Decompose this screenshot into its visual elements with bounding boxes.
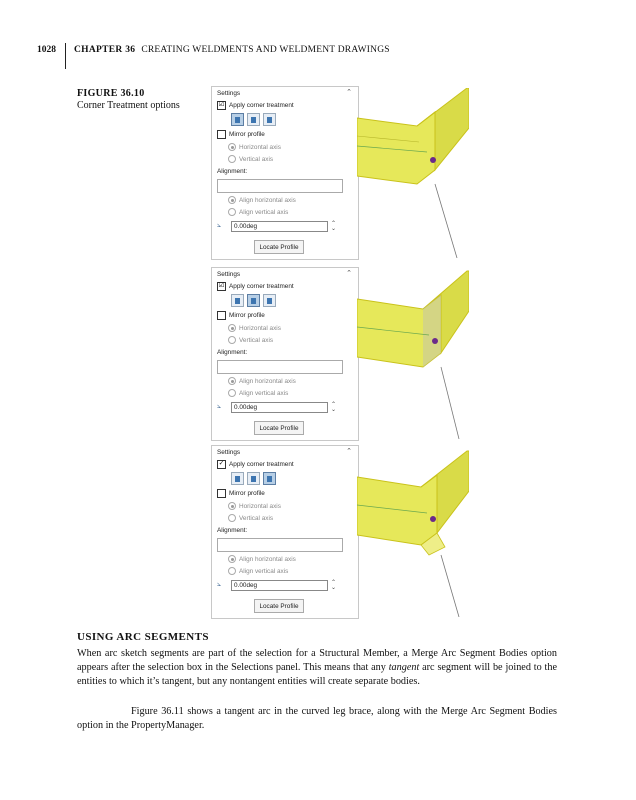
apply-corner-checkbox[interactable]: ☑ bbox=[218, 282, 225, 289]
corner-outside-button[interactable] bbox=[263, 113, 276, 126]
mirror-profile-row[interactable] bbox=[217, 311, 265, 320]
vertical-axis-row[interactable] bbox=[217, 336, 273, 344]
mirror-profile-row[interactable] bbox=[217, 489, 265, 498]
align-horizontal-label: Align horizontal axis bbox=[239, 555, 296, 563]
vertical-axis-radio[interactable] bbox=[228, 336, 236, 344]
angle-icon: ⦣ bbox=[217, 402, 222, 410]
mirror-profile-checkbox[interactable] bbox=[217, 489, 226, 498]
para1-text-a: When arc sketch segments are part of the selection for a Structural Member, a Merge Arc Segment Bodies option appears after the selection box in the Selections panel. This means that any bbox=[77, 648, 557, 673]
align-horizontal-row[interactable] bbox=[217, 377, 296, 385]
vertical-axis-label: Vertical axis bbox=[239, 336, 274, 344]
corner-outside-icon bbox=[267, 298, 272, 304]
alignment-label: Alignment: bbox=[217, 349, 248, 356]
horizontal-axis-row[interactable] bbox=[217, 502, 281, 510]
corner-outside-icon bbox=[267, 476, 272, 482]
corner-type-buttons bbox=[231, 294, 276, 307]
panel-title: Settings bbox=[217, 271, 241, 278]
locate-profile-button[interactable]: Locate Profile bbox=[254, 240, 304, 254]
alignment-field[interactable] bbox=[217, 360, 343, 374]
para1-text-b: arc segment will be joined to the entities to which it’s tangent, but any nontangent entities will create separate bodies. bbox=[77, 662, 558, 687]
para1-emphasis: tangent bbox=[388, 662, 420, 673]
align-horizontal-row[interactable] bbox=[217, 555, 296, 563]
vertical-axis-row[interactable] bbox=[217, 514, 273, 522]
vertical-axis-radio[interactable] bbox=[228, 155, 236, 163]
corner-inside-icon bbox=[251, 117, 256, 123]
corner-inside-button[interactable] bbox=[247, 472, 260, 485]
align-vertical-radio[interactable] bbox=[228, 389, 236, 397]
corner-inside-icon bbox=[251, 476, 256, 482]
apply-corner-label: Apply corner treatment bbox=[229, 461, 294, 468]
chapter-title: CREATING WELDMENTS AND WELDMENT DRAWINGS bbox=[141, 45, 390, 55]
corner-type-buttons bbox=[231, 113, 276, 126]
body-paragraph-1 bbox=[77, 647, 557, 689]
corner-type-buttons bbox=[231, 472, 276, 485]
vertical-axis-label: Vertical axis bbox=[239, 155, 274, 163]
locate-profile-button[interactable]: Locate Profile bbox=[254, 599, 304, 613]
align-vertical-label: Align vertical axis bbox=[239, 389, 289, 397]
settings-panel-3 bbox=[211, 445, 359, 619]
angle-spinner[interactable]: ⌃ ⌄ bbox=[331, 220, 337, 232]
settings-panel-1 bbox=[211, 86, 359, 260]
alignment-label: Alignment: bbox=[217, 168, 248, 175]
vertical-axis-row[interactable] bbox=[217, 155, 273, 163]
angle-icon: ⦣ bbox=[217, 221, 222, 229]
angle-icon: ⦣ bbox=[217, 580, 222, 588]
corner-view-3 bbox=[357, 447, 469, 617]
align-vertical-label: Align vertical axis bbox=[239, 567, 289, 575]
corner-view-2 bbox=[357, 269, 469, 439]
apply-corner-row[interactable] bbox=[217, 282, 294, 291]
horizontal-axis-radio[interactable] bbox=[228, 324, 236, 332]
align-vertical-label: Align vertical axis bbox=[239, 208, 289, 216]
alignment-field[interactable] bbox=[217, 538, 343, 552]
vertical-axis-label: Vertical axis bbox=[239, 514, 274, 522]
alignment-label: Alignment: bbox=[217, 527, 248, 534]
corner-view-1 bbox=[357, 88, 469, 258]
locate-profile-button[interactable]: Locate Profile bbox=[254, 421, 304, 435]
collapse-icon[interactable]: ⌃ bbox=[346, 448, 352, 455]
rotation-angle-input[interactable]: 0.00deg bbox=[231, 580, 328, 591]
horizontal-axis-label: Horizontal axis bbox=[239, 502, 281, 510]
body-paragraph-2: Figure 36.11 shows a tangent arc in the curved leg brace, along with the Merge Arc Segment Bodies option in the PropertyManager. bbox=[77, 706, 557, 731]
corner-inside-button[interactable] bbox=[247, 113, 260, 126]
angle-spinner[interactable]: ⌃ ⌄ bbox=[331, 579, 337, 591]
page-number: 1028 bbox=[37, 45, 56, 55]
rotation-angle-input[interactable]: 0.00deg bbox=[231, 221, 328, 232]
horizontal-axis-label: Horizontal axis bbox=[239, 324, 281, 332]
align-horizontal-radio[interactable] bbox=[228, 377, 236, 385]
apply-corner-checkbox[interactable]: ✓ bbox=[218, 460, 225, 467]
rotation-angle-row bbox=[217, 402, 336, 413]
figure-caption bbox=[77, 88, 187, 112]
corner-flat-icon bbox=[235, 298, 240, 304]
align-horizontal-row[interactable] bbox=[217, 196, 296, 204]
align-vertical-row[interactable] bbox=[217, 389, 288, 397]
mirror-profile-label: Mirror profile bbox=[229, 490, 265, 497]
mirror-profile-checkbox[interactable] bbox=[217, 311, 226, 320]
apply-corner-row[interactable] bbox=[217, 460, 294, 469]
align-vertical-row[interactable] bbox=[217, 567, 288, 575]
mirror-profile-label: Mirror profile bbox=[229, 312, 265, 319]
running-header bbox=[37, 37, 390, 63]
horizontal-axis-radio[interactable] bbox=[228, 502, 236, 510]
rotation-angle-input[interactable]: 0.00deg bbox=[231, 402, 328, 413]
horizontal-axis-row[interactable] bbox=[217, 143, 281, 151]
apply-corner-label: Apply corner treatment bbox=[229, 102, 294, 109]
corner-flat-button[interactable] bbox=[231, 113, 244, 126]
angle-spinner[interactable]: ⌃ ⌄ bbox=[331, 401, 337, 413]
collapse-icon[interactable]: ⌃ bbox=[346, 270, 352, 277]
corner-flat-icon bbox=[235, 117, 240, 123]
rotation-angle-row bbox=[217, 580, 336, 591]
chapter-label: CHAPTER 36 bbox=[74, 45, 136, 55]
figure-label: FIGURE 36.10 bbox=[77, 88, 145, 99]
align-horizontal-label: Align horizontal axis bbox=[239, 196, 296, 204]
align-vertical-radio[interactable] bbox=[228, 208, 236, 216]
mirror-profile-label: Mirror profile bbox=[229, 131, 265, 138]
align-horizontal-radio[interactable] bbox=[228, 555, 236, 563]
apply-corner-row[interactable] bbox=[217, 101, 294, 110]
settings-panel-2 bbox=[211, 267, 359, 441]
corner-inside-icon bbox=[251, 298, 256, 304]
corner-outside-button[interactable] bbox=[263, 294, 276, 307]
apply-corner-label: Apply corner treatment bbox=[229, 283, 294, 290]
align-vertical-row[interactable] bbox=[217, 208, 288, 216]
corner-flat-button[interactable] bbox=[231, 294, 244, 307]
collapse-icon[interactable]: ⌃ bbox=[346, 89, 352, 96]
alignment-field[interactable] bbox=[217, 179, 343, 193]
horizontal-axis-label: Horizontal axis bbox=[239, 143, 281, 151]
panel-title: Settings bbox=[217, 90, 241, 97]
header-rule bbox=[65, 43, 66, 69]
mirror-profile-checkbox[interactable] bbox=[217, 130, 226, 139]
rotation-angle-row bbox=[217, 221, 336, 232]
corner-inside-button[interactable] bbox=[247, 294, 260, 307]
section-heading: USING ARC SEGMENTS bbox=[77, 631, 209, 643]
align-horizontal-label: Align horizontal axis bbox=[239, 377, 296, 385]
align-vertical-radio[interactable] bbox=[228, 567, 236, 575]
horizontal-axis-row[interactable] bbox=[217, 324, 281, 332]
mirror-profile-row[interactable] bbox=[217, 130, 265, 139]
corner-flat-icon bbox=[235, 476, 240, 482]
vertical-axis-radio[interactable] bbox=[228, 514, 236, 522]
figure-caption-text: Corner Treatment options bbox=[77, 100, 180, 111]
corner-flat-button[interactable] bbox=[231, 472, 244, 485]
apply-corner-checkbox[interactable]: ☑ bbox=[218, 101, 225, 108]
corner-outside-icon bbox=[267, 117, 272, 123]
align-horizontal-radio[interactable] bbox=[228, 196, 236, 204]
horizontal-axis-radio[interactable] bbox=[228, 143, 236, 151]
corner-outside-button[interactable] bbox=[263, 472, 276, 485]
panel-title: Settings bbox=[217, 449, 241, 456]
